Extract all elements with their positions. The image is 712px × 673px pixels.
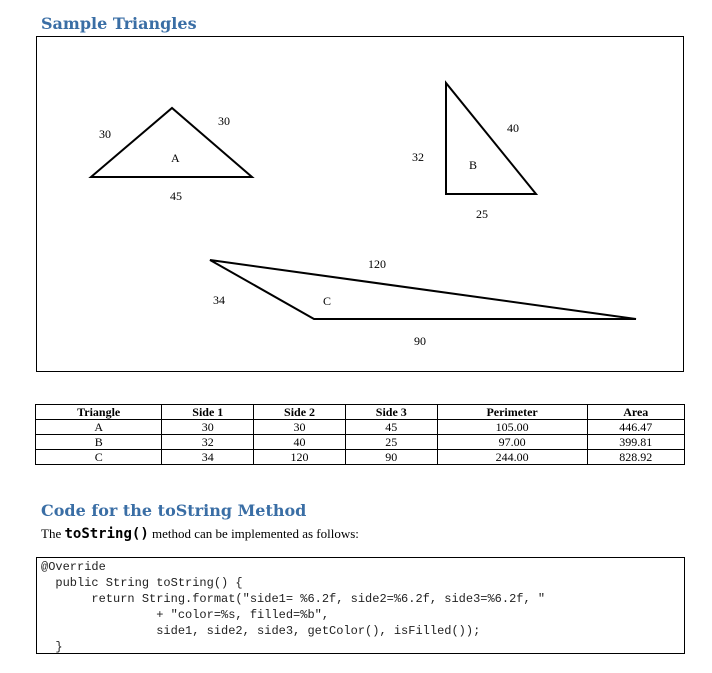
code-section-heading: Code for the toString Method: [41, 501, 307, 520]
triangle-b-label: B: [469, 158, 478, 172]
cell-side-2: 120: [254, 450, 346, 465]
code-line: + "color=%s, filled=%b",: [41, 608, 330, 622]
cell-area: 399.81: [587, 435, 684, 450]
table-header-row: [36, 405, 685, 420]
cell-side-2: 30: [254, 420, 346, 435]
code-line: @Override: [41, 560, 106, 574]
triangle-a-side-bottom: 45: [170, 189, 182, 203]
cell-side-1: 34: [162, 450, 254, 465]
header-side-2: Side 2: [254, 405, 346, 420]
cell-side-3: 25: [345, 435, 437, 450]
cell-side-1: 32: [162, 435, 254, 450]
cell-triangle: A: [36, 420, 162, 435]
code-line: return String.format("side1= %6.2f, side2=%6.2f, side3=%6.2f, ": [41, 592, 546, 606]
triangle-c-side-bottom: 90: [414, 334, 426, 348]
cell-perimeter: 244.00: [437, 450, 587, 465]
triangle-c-label: C: [323, 294, 332, 308]
table-row: [36, 420, 685, 435]
cell-perimeter: 105.00: [437, 420, 587, 435]
cell-side-2: 40: [254, 435, 346, 450]
intro-after: method can be implemented as follows:: [148, 526, 359, 541]
triangle-b-side-hyp: 40: [507, 121, 519, 135]
cell-area: 446.47: [587, 420, 684, 435]
triangles-drawing: [37, 37, 685, 373]
table-row: [36, 450, 685, 465]
intro-before: The: [41, 526, 65, 541]
intro-method-name: toString(): [64, 526, 149, 542]
triangle-a-side-left: 30: [99, 127, 111, 141]
triangle-figure: [36, 36, 684, 372]
cell-side-3: 90: [345, 450, 437, 465]
cell-triangle: C: [36, 450, 162, 465]
header-side-1: Side 1: [162, 405, 254, 420]
header-triangle: Triangle: [36, 405, 162, 420]
triangle-b-shape: [446, 83, 536, 194]
header-side-3: Side 3: [345, 405, 437, 420]
code-line: side1, side2, side3, getColor(), isFilled());: [41, 624, 481, 638]
code-line: public String toString() {: [41, 576, 243, 590]
table-row: [36, 435, 685, 450]
cell-triangle: B: [36, 435, 162, 450]
cell-area: 828.92: [587, 450, 684, 465]
cell-side-1: 30: [162, 420, 254, 435]
intro-text: [41, 526, 359, 542]
code-block: [36, 557, 685, 654]
triangle-c-shape: [210, 260, 636, 319]
triangle-b-side-left: 32: [412, 150, 424, 164]
triangle-b-side-bottom: 25: [476, 207, 488, 221]
triangle-c-side-left: 34: [213, 293, 225, 307]
header-area: Area: [587, 405, 684, 420]
cell-perimeter: 97.00: [437, 435, 587, 450]
code-line: }: [41, 640, 63, 654]
triangle-table: [35, 404, 685, 465]
triangle-c-side-top: 120: [368, 257, 386, 271]
page-title: Sample Triangles: [41, 14, 197, 33]
header-perimeter: Perimeter: [437, 405, 587, 420]
triangle-a-label: A: [171, 151, 180, 165]
cell-side-3: 45: [345, 420, 437, 435]
triangle-a-side-right: 30: [218, 114, 230, 128]
